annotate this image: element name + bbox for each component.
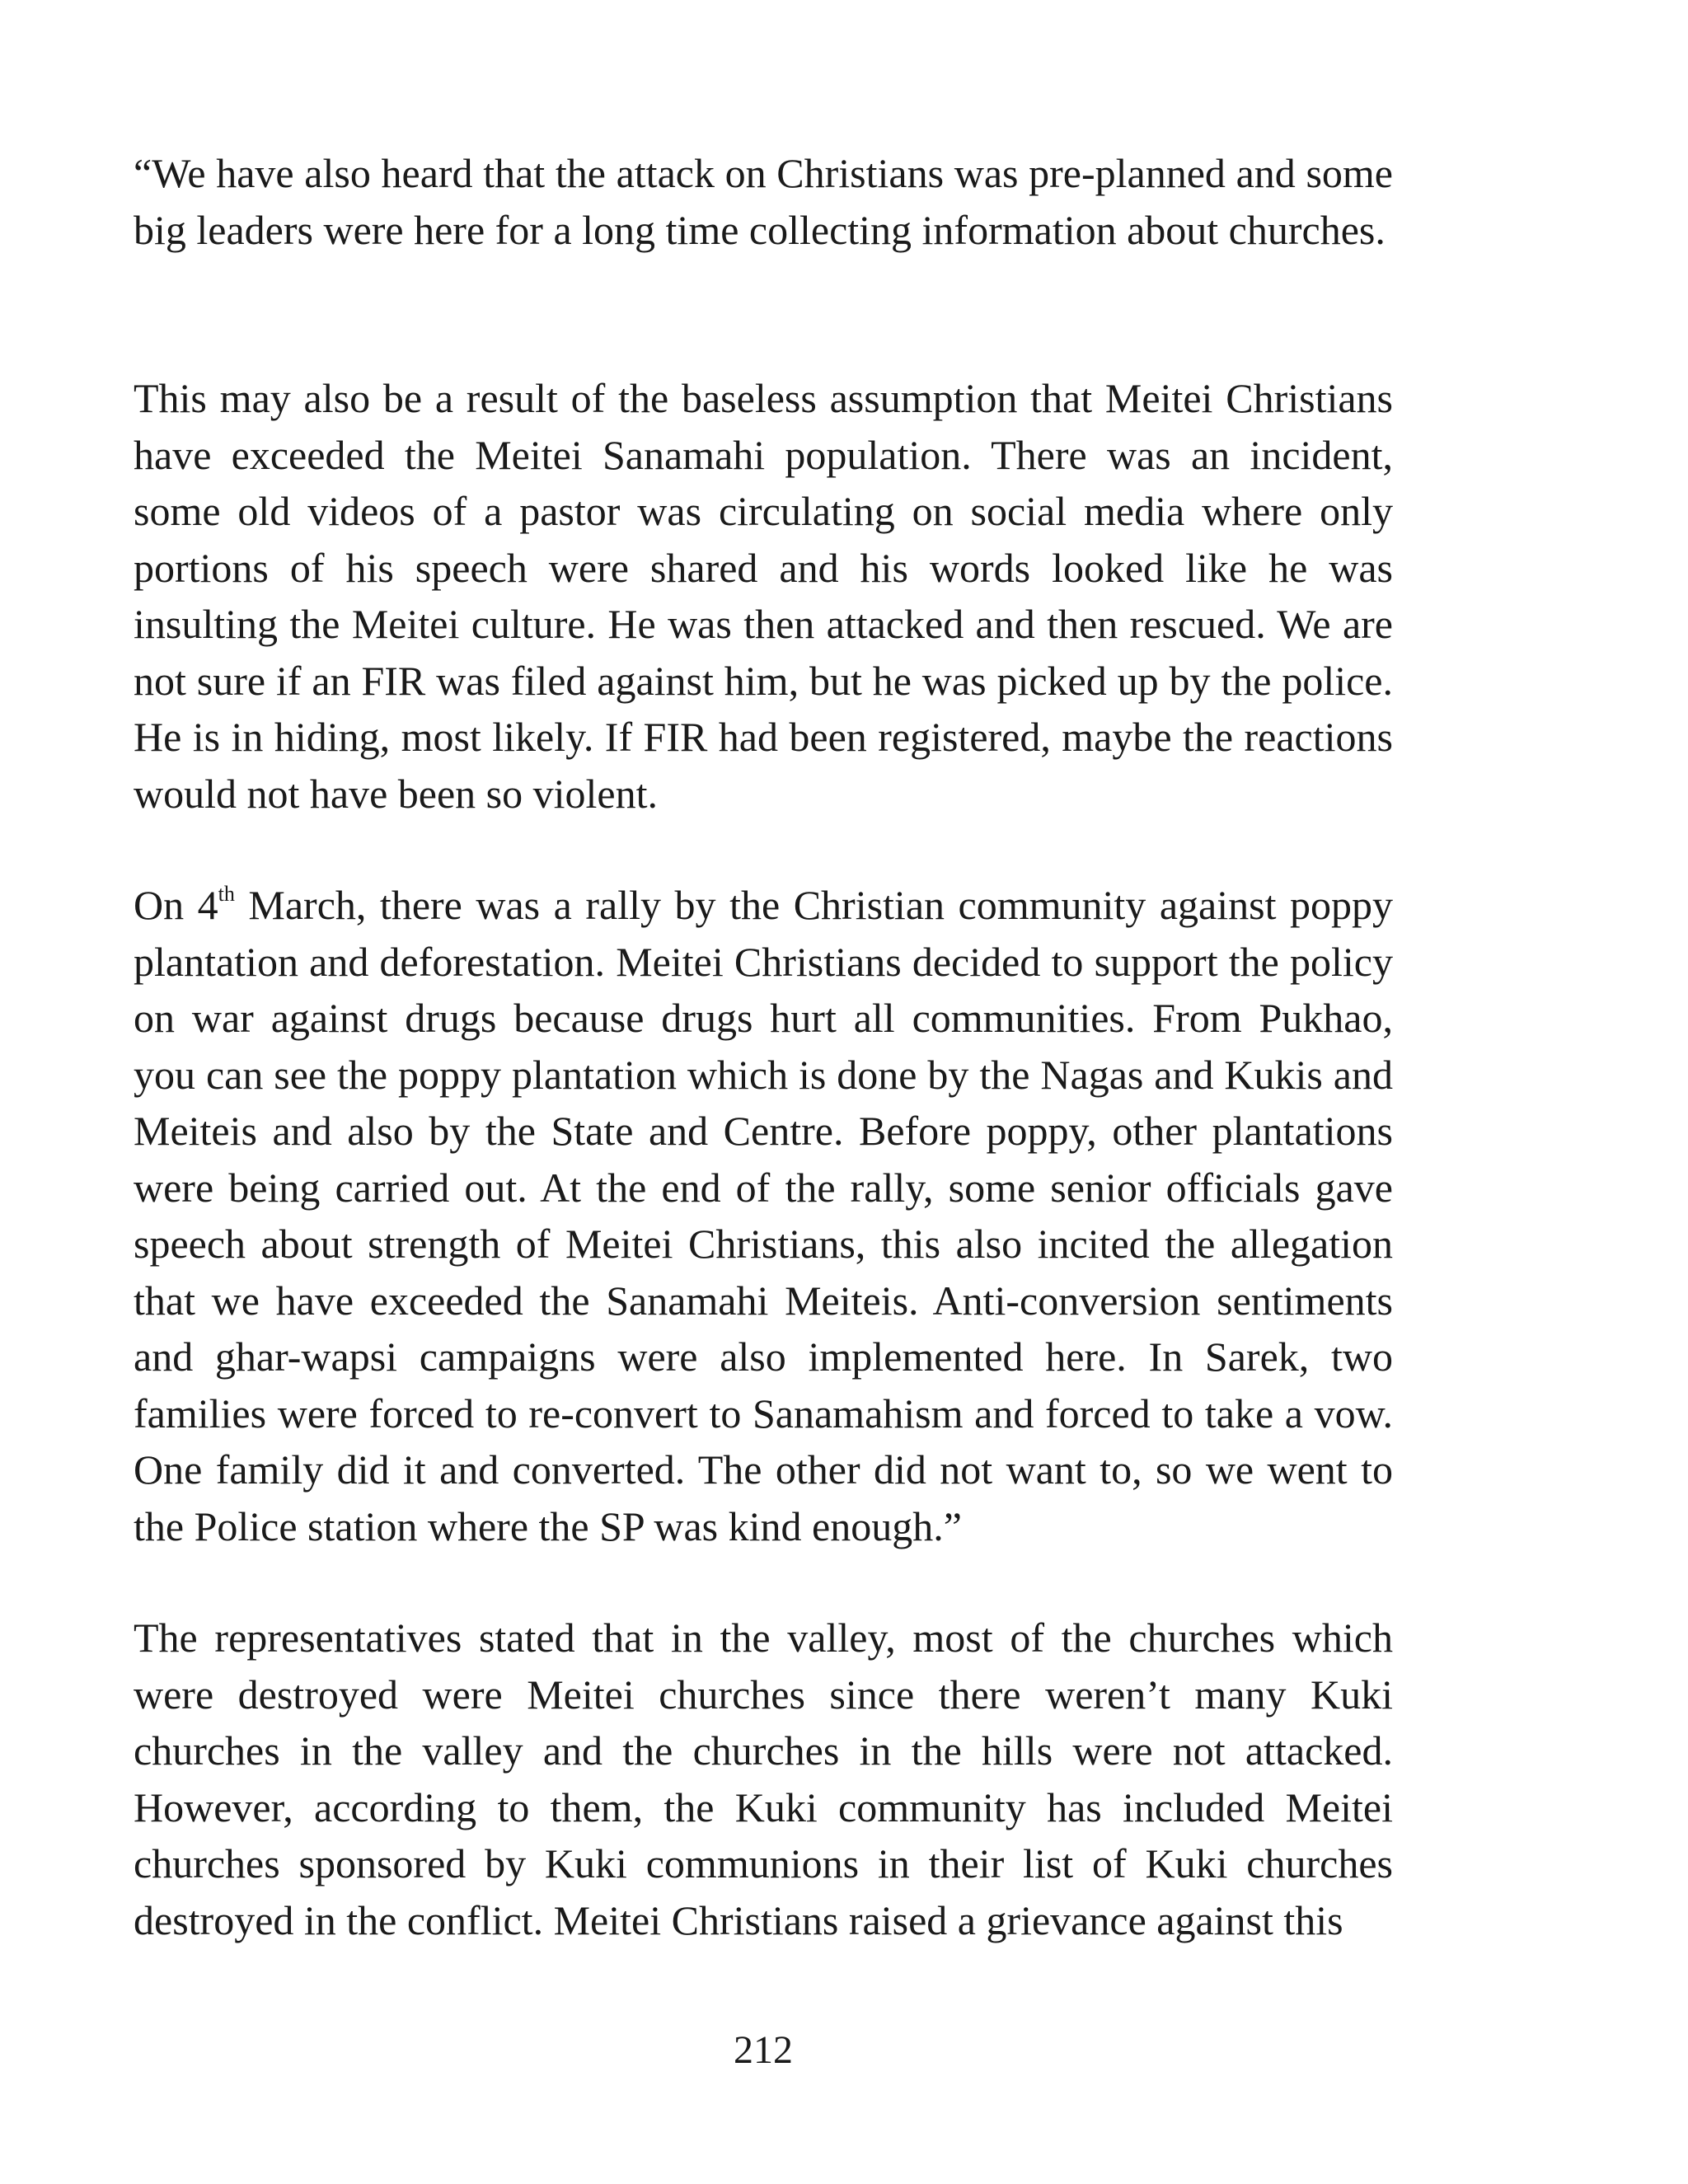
- paragraph-1: [134, 145, 1393, 258]
- paragraph-2: [134, 370, 1393, 822]
- paragraph-text: The representatives stated that in the valley, most of the churches which were destroyed were Meitei churches since there weren’t many Kuki churches in the valley and the churches in the hills were not attacked. However, according to them, the Kuki community has included Meitei churches sponsored by Kuki communions in their list of Kuki churches destroyed in the conflict. Meitei Christians raised a grievance against this: [134, 1615, 1393, 1943]
- page-number: 212: [734, 2028, 793, 2072]
- paragraph-4: [134, 1610, 1393, 1948]
- paragraph-text: [134, 877, 1393, 1554]
- paragraph-3: [134, 877, 1393, 1554]
- ordinal-superscript: th: [218, 882, 235, 906]
- paragraph-text: This may also be a result of the baseless assumption that Meitei Christians have exceeded the Meitei Sanamahi population. There was an incident, some old videos of a pastor was circulating on social media where only portions of his speech were shared and his words looked like he was insulting the Meitei culture. He was then attacked and then rescued. We are not sure if an FIR was filed against him, but he was picked up by the police. He is in hiding, most likely. If FIR had been registered, maybe the reactions would not have been so violent.: [134, 375, 1393, 817]
- date-lead-text: On 4: [134, 882, 218, 928]
- paragraph-rest-text: March, there was a rally by the Christian community against poppy plantation and deforestation. Meitei Christians decided to support the policy on war against drugs because drugs hurt all communities. From Pukhao, you can see the poppy plantation which is done by the Nagas and Kukis and Meiteis and also by the State and Centre. Before poppy, other plantations were being carried out. At the end of the rally, some senior officials gave speech about strength of Meitei Christians, this also incited the allegation that we have exceeded the Sanamahi Meiteis. Anti-conversion sentiments and ghar-wapsi campaigns were also implemented here. In Sarek, two families were forced to re-convert to Sanamahism and forced to take a vow. One family did it and converted. The other did not want to, so we went to the Police station where the SP was kind enough.”: [134, 882, 1393, 1549]
- paragraph-text: “We have also heard that the attack on Christians was pre-planned and some big leaders were here for a long time collecting information about churches.: [134, 150, 1393, 253]
